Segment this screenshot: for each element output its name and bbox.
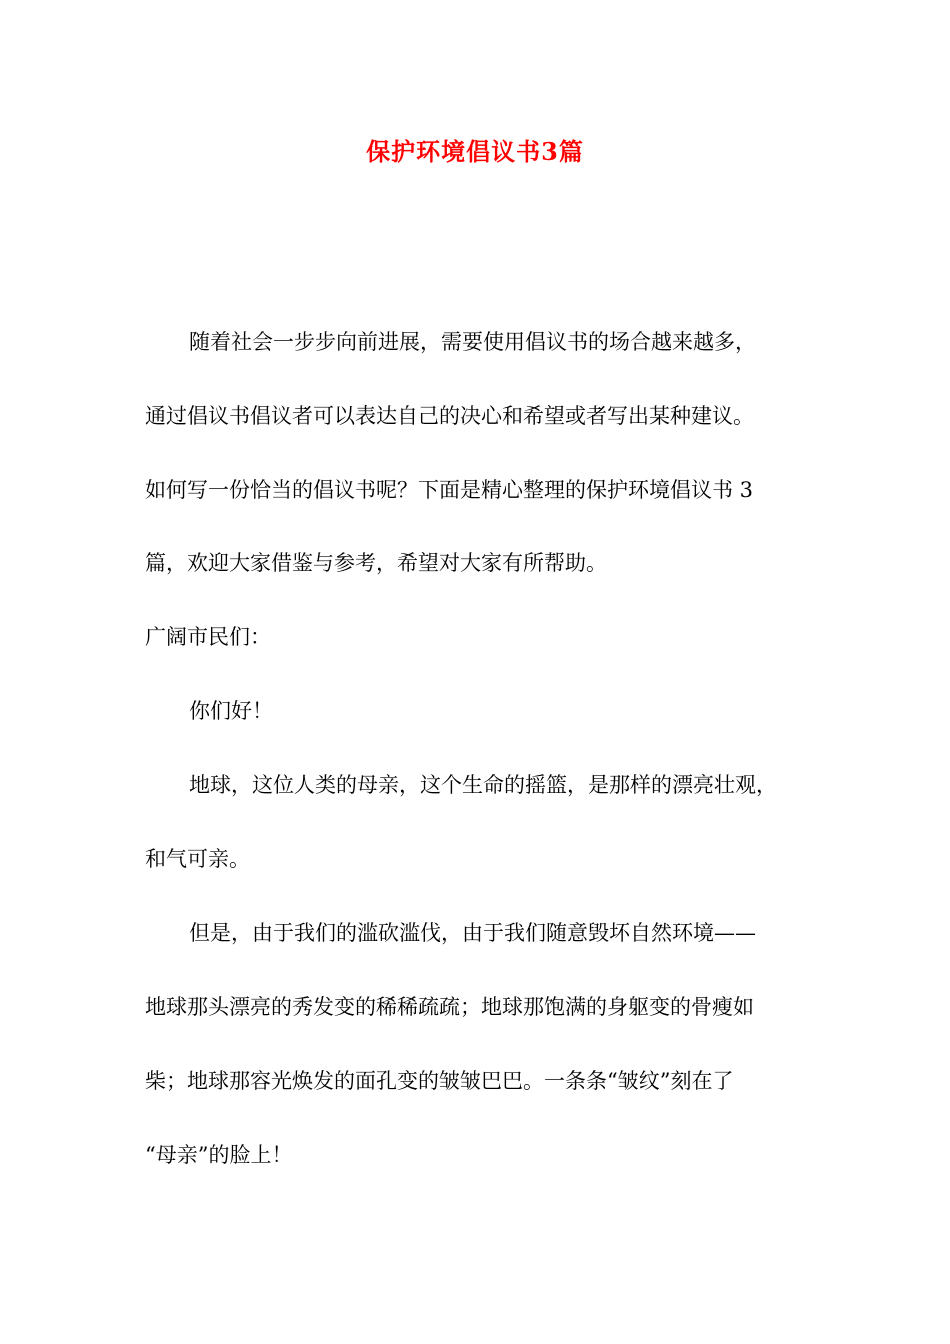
paragraph-line: “母亲”的脸上！ [145, 1143, 293, 1167]
salutation-line: 广阔市民们： [145, 625, 271, 649]
paragraph-line: 通过倡议书倡议者可以表达自己的决心和希望或者写出某种建议。 [145, 404, 754, 428]
paragraph-line: 但是，由于我们的滥砍滥伐，由于我们随意毁坏自然环境—— [189, 921, 756, 945]
paragraph-line: 地球那头漂亮的秀发变的稀稀疏疏；地球那饱满的身躯变的骨瘦如 [145, 995, 754, 1019]
document-title: 保护环境倡议书3篇 [366, 137, 584, 166]
paragraph-line: 柴；地球那容光焕发的面孔变的皱皱巴巴。一条条“皱纹”刻在了 [145, 1069, 734, 1093]
paragraph-line: 地球，这位人类的母亲，这个生命的摇篮，是那样的漂亮壮观， [189, 773, 777, 797]
paragraph-line: 如何写一份恰当的倡议书呢？下面是精心整理的保护环境倡议书 3 [145, 478, 754, 502]
paragraph-line: 和气可亲。 [145, 847, 250, 871]
paragraph-line: 随着社会一步步向前进展，需要使用倡议书的场合越来越多， [189, 330, 756, 354]
greeting-line: 你们好！ [189, 699, 273, 723]
paragraph-line: 篇，欢迎大家借鉴与参考，希望对大家有所帮助。 [145, 551, 607, 575]
